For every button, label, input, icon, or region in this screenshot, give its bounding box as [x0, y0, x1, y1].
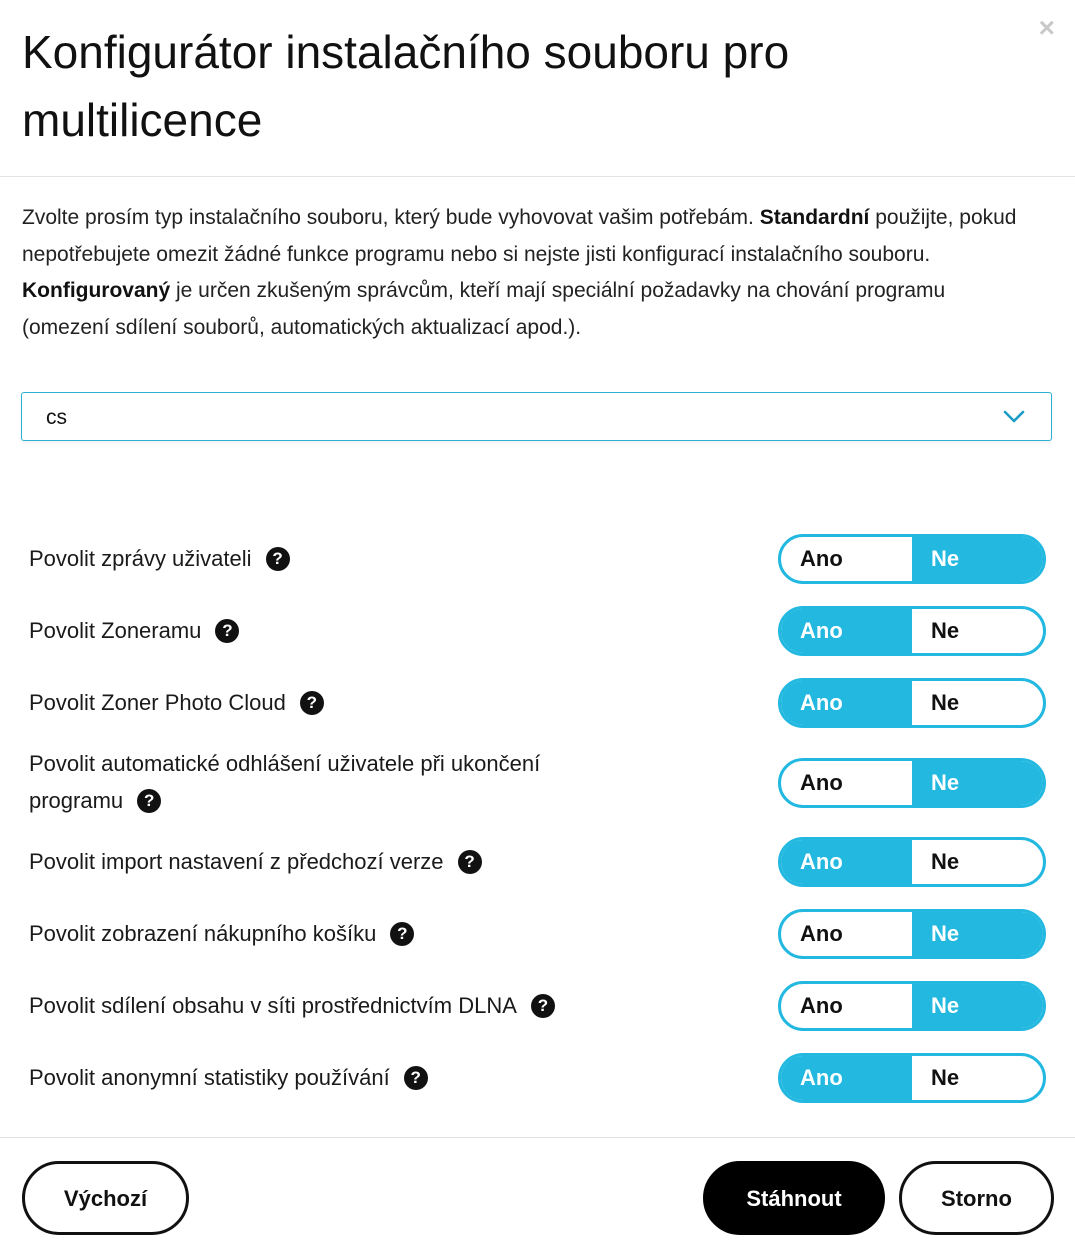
- toggle-option-yes[interactable]: Ano: [800, 993, 843, 1018]
- setting-label: [29, 745, 629, 819]
- help-icon[interactable]: ?: [404, 1066, 428, 1090]
- yes-no-toggle[interactable]: [778, 678, 1046, 728]
- setting-label-text: Povolit anonymní statistiky používání: [29, 1065, 390, 1090]
- setting-label: [29, 987, 629, 1024]
- help-icon[interactable]: ?: [458, 850, 482, 874]
- setting-row: [29, 678, 1046, 728]
- setting-row: [29, 751, 1046, 813]
- yes-no-toggle[interactable]: [778, 837, 1046, 887]
- description: [22, 200, 1032, 346]
- setting-label: [29, 540, 629, 577]
- setting-label-text: Povolit zobrazení nákupního košíku: [29, 921, 377, 946]
- help-icon[interactable]: ?: [531, 994, 555, 1018]
- toggle-option-yes[interactable]: Ano: [781, 609, 912, 653]
- help-icon[interactable]: ?: [137, 789, 161, 813]
- description-text: je určen zkušeným správcům, kteří mají speciální požadavky na chování programu (omezení sdílení souborů, automatických aktualizací apod.).: [22, 279, 946, 339]
- close-icon[interactable]: ×: [1038, 12, 1055, 43]
- toggle-option-no[interactable]: Ne: [912, 761, 1043, 805]
- chevron-down-icon: [1003, 410, 1025, 424]
- setting-label: [29, 1059, 629, 1096]
- yes-no-toggle[interactable]: [778, 909, 1046, 959]
- toggle-option-no[interactable]: Ne: [912, 537, 1043, 581]
- setting-row: [29, 909, 1046, 959]
- yes-no-toggle[interactable]: [778, 606, 1046, 656]
- toggle-option-no[interactable]: Ne: [931, 618, 960, 643]
- download-button[interactable]: Stáhnout: [703, 1161, 885, 1235]
- help-icon[interactable]: ?: [266, 547, 290, 571]
- setting-label: [29, 843, 629, 880]
- setting-label: [29, 684, 629, 721]
- header-divider: [0, 176, 1075, 177]
- setting-label-text: Povolit Zoneramu: [29, 618, 202, 643]
- language-select-value: cs: [46, 406, 67, 429]
- toggle-option-yes[interactable]: Ano: [800, 770, 843, 795]
- toggle-option-no[interactable]: Ne: [912, 912, 1043, 956]
- yes-no-toggle[interactable]: [778, 981, 1046, 1031]
- toggle-option-no[interactable]: Ne: [931, 849, 960, 874]
- description-text: Zvolte prosím typ instalačního souboru, který bude vyhovovat vašim potřebám.: [22, 206, 760, 229]
- setting-label: [29, 915, 629, 952]
- cancel-button[interactable]: Storno: [899, 1161, 1054, 1235]
- language-select[interactable]: [21, 392, 1052, 441]
- toggle-option-yes[interactable]: Ano: [800, 921, 843, 946]
- description-text: použijte, pokud nepotřebujete omezit žádné funkce programu nebo si nejste jisti konfigurací instalačního souboru.: [22, 206, 1017, 266]
- toggle-option-yes[interactable]: Ano: [781, 681, 912, 725]
- yes-no-toggle[interactable]: [778, 1053, 1046, 1103]
- setting-label-text: Povolit Zoner Photo Cloud: [29, 690, 286, 715]
- dialog-title: Konfigurátor instalačního souboru pro multilicence: [22, 26, 790, 146]
- setting-label-text: Povolit zprávy uživateli: [29, 546, 252, 571]
- toggle-option-yes[interactable]: Ano: [781, 1056, 912, 1100]
- setting-label-text: Povolit import nastavení z předchozí verze: [29, 849, 444, 874]
- toggle-option-no[interactable]: Ne: [931, 1065, 960, 1090]
- toggle-option-no[interactable]: Ne: [931, 690, 960, 715]
- description-bold-standard: Standardní: [759, 206, 870, 229]
- setting-label: [29, 612, 629, 649]
- footer-divider: [0, 1137, 1075, 1138]
- setting-row: [29, 534, 1046, 584]
- setting-row: [29, 606, 1046, 656]
- help-icon[interactable]: ?: [215, 619, 239, 643]
- yes-no-toggle[interactable]: [778, 758, 1046, 808]
- toggle-option-yes[interactable]: Ano: [781, 840, 912, 884]
- setting-row: [29, 981, 1046, 1031]
- help-icon[interactable]: ?: [390, 922, 414, 946]
- setting-row: [29, 1053, 1046, 1103]
- default-button[interactable]: Výchozí: [22, 1161, 189, 1235]
- toggle-option-no[interactable]: Ne: [912, 984, 1043, 1028]
- description-bold-configured: Konfigurovaný: [22, 279, 171, 302]
- setting-row: [29, 837, 1046, 887]
- setting-label-text: Povolit automatické odhlášení uživatele při ukončení programu: [29, 751, 541, 813]
- setting-label-text: Povolit sdílení obsahu v síti prostřednictvím DLNA: [29, 993, 517, 1018]
- toggle-option-yes[interactable]: Ano: [800, 546, 843, 571]
- help-icon[interactable]: ?: [300, 691, 324, 715]
- yes-no-toggle[interactable]: [778, 534, 1046, 584]
